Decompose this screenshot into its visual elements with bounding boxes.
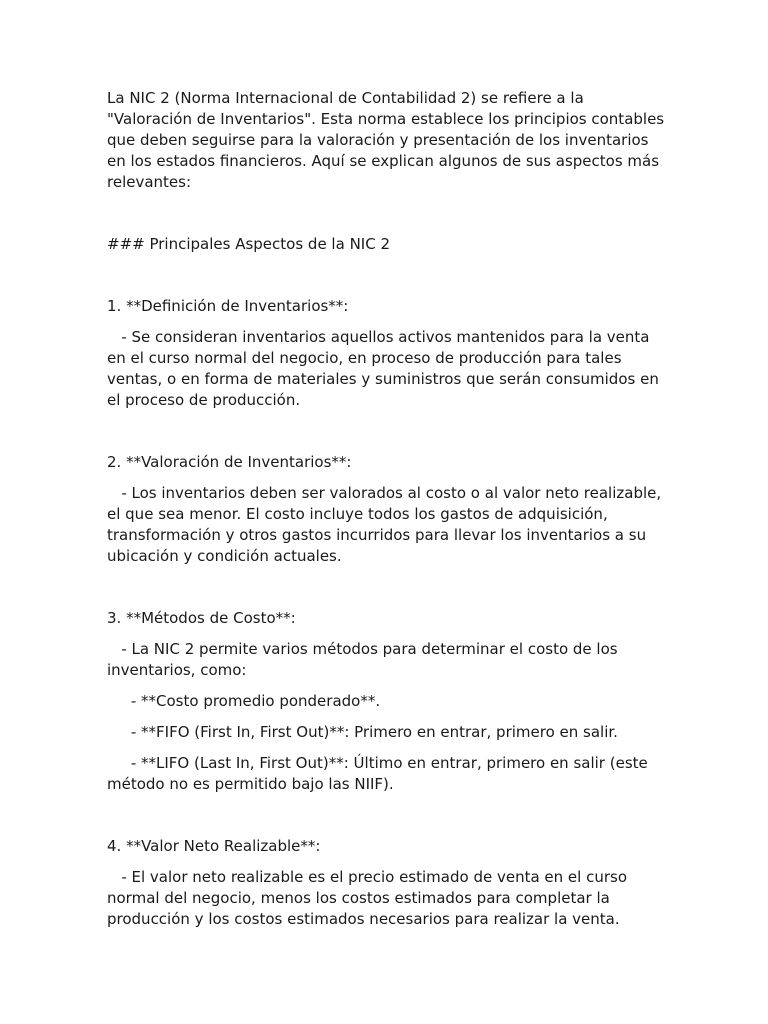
intro-paragraph: La NIC 2 (Norma Internacional de Contabilidad 2) se refiere a la "Valoración de Inventarios". Esta norma establece los principios contables que deben seguirse para la valoración y presentación de los inventarios en los estados financieros. Aquí se explican algunos de sus aspectos más relevantes:: [107, 89, 669, 191]
section-2-body: - Los inventarios deben ser valorados al costo o al valor neto realizable, el que sea menor. El costo incluye todos los gastos de adquisición, transformación y otros gastos incurridos para llevar los inventarios a su ubicación y condición actuales.: [107, 484, 666, 565]
section-3-body: - La NIC 2 permite varios métodos para determinar el costo de los inventarios, como:: [107, 640, 623, 679]
section-3-item-1: - **Costo promedio ponderado**.: [107, 692, 381, 710]
section-3-title: 3. **Métodos de Costo**:: [107, 609, 296, 627]
section-1-body: - Se consideran inventarios aquellos activos mantenidos para la venta en el curso normal del negocio, en proceso de producción para tales ventas, o en forma de materiales y suministros que serán consumidos en el proceso de producción.: [107, 328, 664, 409]
section-1-title: 1. **Definición de Inventarios**:: [107, 297, 349, 315]
document-page: [107, 88, 667, 930]
section-heading: ### Principales Aspectos de la NIC 2: [107, 235, 390, 253]
section-4-title: 4. **Valor Neto Realizable**:: [107, 837, 321, 855]
section-3-item-2: - **FIFO (First In, First Out)**: Primero en entrar, primero en salir.: [107, 723, 618, 741]
section-3-item-3: - **LIFO (Last In, First Out)**: Último en entrar, primero en salir (este método no es permitido bajo las NIIF).: [107, 754, 653, 793]
section-4-body: - El valor neto realizable es el precio estimado de venta en el curso normal del negocio, menos los costos estimados para completar la producción y los costos estimados necesarios para realizar la venta.: [107, 868, 632, 928]
section-2-title: 2. **Valoración de Inventarios**:: [107, 453, 352, 471]
